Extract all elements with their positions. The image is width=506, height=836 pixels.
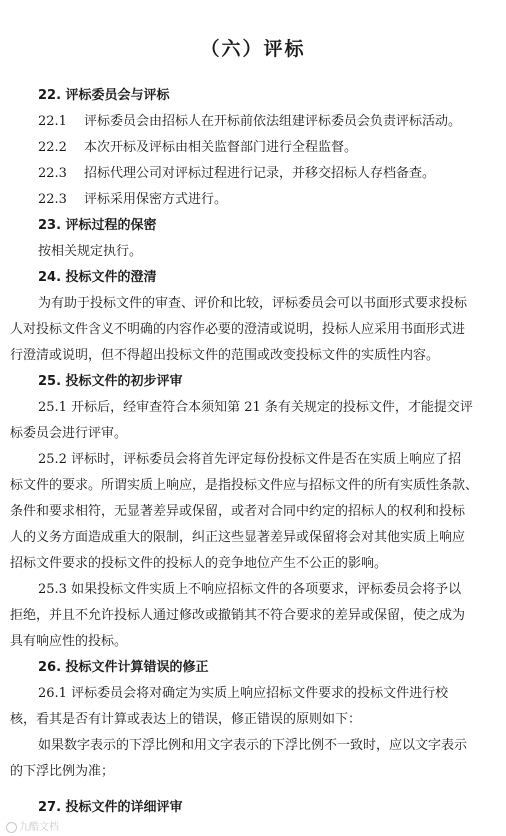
heading-23: 23. 评标过程的保密 [38, 218, 157, 233]
watermark-text: 九酷文档 [19, 822, 59, 833]
paragraph-25-3-line-1: 25.3 如果投标文件实质上不响应招标文件的各项要求，评标委员会将予以 [38, 582, 462, 597]
clause-22-3a [38, 164, 488, 184]
paragraph-25-3-line-3: 具有响应性的投标。 [10, 634, 128, 649]
clause-22-1 [38, 112, 488, 132]
paragraph-26-1-line-4: 的下浮比例为准； [10, 764, 115, 779]
heading-26: 26. 投标文件计算错误的修正 [38, 660, 209, 675]
clause-number: 22.1 [38, 114, 67, 129]
paragraph-25-2-line-4: 人的义务方面造成重大的限制，纠正这些显著差异或保留将会对其他实质上响应 [10, 530, 466, 545]
paragraph-24-line-1: 为有助于投标文件的审查、评价和比较，评标委员会可以书面形式要求投标 [38, 296, 468, 311]
clause-number: 22.3 [38, 166, 67, 181]
clause-text: 评标委员会由招标人在开标前依法组建评标委员会负责评标活动。 [84, 114, 462, 129]
paragraph-26-1-line-3: 如果数字表示的下浮比例和用文字表示的下浮比例不一致时，应以文字表示 [38, 738, 468, 753]
paragraph-25-2-line-5: 招标文件要求的投标文件的投标人的竞争地位产生不公正的影响。 [10, 556, 388, 571]
paragraph-25-1-line-2: 标委员会进行评审。 [10, 426, 128, 441]
clause-text: 评标采用保密方式进行。 [84, 192, 228, 207]
clause-22-2 [38, 138, 488, 158]
paragraph-25-2-line-1: 25.2 评标时，评标委员会将首先评定每份投标文件是否在实质上响应了招 [38, 452, 462, 467]
clause-text: 本次开标及评标由相关监督部门进行全程监督。 [84, 140, 358, 155]
paragraph-25-1-line-1: 25.1 开标后，经审查符合本须知第 21 条有关规定的投标文件，才能提交评 [38, 400, 473, 415]
clause-22-3b [38, 190, 488, 210]
paragraph-24-line-2: 人对投标文件含义不明确的内容作必要的澄清或说明，投标人应采用书面形式进 [10, 322, 466, 337]
heading-27: 27. 投标文件的详细评审 [38, 800, 183, 815]
clause-number: 22.3 [38, 192, 67, 207]
clause-text: 招标代理公司对评标过程进行记录，并移交招标人存档备查。 [84, 166, 436, 181]
paragraph-25-3-line-2: 拒绝，并且不允许投标人通过修改或撤销其不符合要求的差异或保留，使之成为 [10, 608, 466, 623]
heading-25: 25. 投标文件的初步评审 [38, 374, 183, 389]
paragraph-25-2-line-2: 标文件的要求。所谓实质上响应，是指投标文件应与招标文件的所有实质性条款、 [10, 478, 479, 493]
paragraph-26-1-line-2: 核，看其是否有计算或表达上的错误，修正错误的原则如下： [10, 712, 362, 727]
heading-24: 24. 投标文件的澄清 [38, 270, 157, 285]
watermark-logo-icon [6, 822, 17, 833]
section-title: （六）评标 [200, 38, 306, 60]
watermark [6, 818, 59, 833]
paragraph-23: 按相关规定执行。 [38, 244, 143, 259]
paragraph-26-1-line-1: 26.1 评标委员会将对确定为实质上响应招标文件要求的投标文件进行校 [38, 686, 449, 701]
paragraph-24-line-3: 行澄清或说明，但不得超出投标文件的范围或改变投标文件的实质性内容。 [10, 348, 440, 363]
clause-number: 22.2 [38, 140, 67, 155]
heading-22: 22. 评标委员会与评标 [38, 88, 170, 103]
paragraph-25-2-line-3: 条件和要求相符，无显著差异或保留，或者对合同中约定的招标人的权利和投标 [10, 504, 466, 519]
